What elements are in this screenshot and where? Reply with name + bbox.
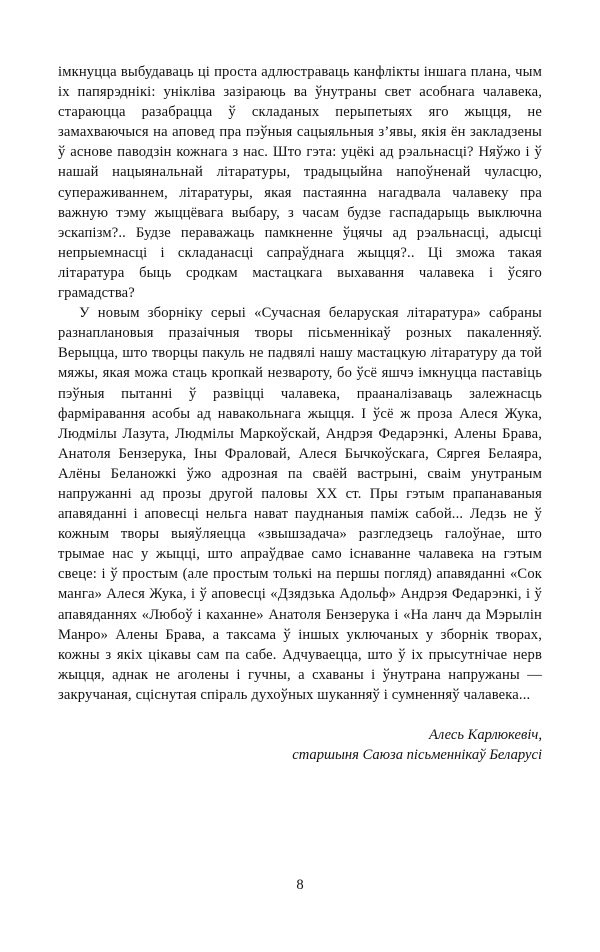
signature-name: Алесь Карлюкевіч, bbox=[428, 727, 542, 743]
paragraph-2: У новым зборніку серыі «Сучасная беларуская літаратура» сабраны разнаплановыя празаічныя творы пісьменнікаў розных пакаленняў. Верыцца, што творцы пакуль не падвялі нашу мастацкую літаратуру да той мяжы, якая можа стаць кропкай незвароту, бо ўсё яшчэ імкнуцца паставіць пэўныя пытанні ў развіцці чалавека, прааналізаваць залежнасць фарміравання асобы ад навакольнага жыцця. І ўсё ж проза Алеся Жука, Людмілы Лазута, Людмілы Маркоўскай, Андрэя Федарэнкі, Алены Брава, Анатоля Бензерука, Іны Фраловай, Алеся Бычкоўскага, Сяргея Белаяра, Алёны Беланожкі ўжо адрозная па сваёй вастрыні, сваім унутраным напружанні ад прозы другой паловы XX ст. Пры гэтым прапанаваныя апавяданні і аповесці нельга нават пayднаныя паміж сабой... Ледзь не ў кожным творы выяўляецца «звышзадача» разгледзець галоўнае, што трымае нас у жыцці, што апраўдвае само існаванне чалавека на гэтым свеце: і ў простым (але простым толькі на першы погляд) апавяданні «Сок манга» Алеся Жука, і ў аповесці «Дзядзька Адольф» Андрэя Федарэнкі, і ў апавяданнях «Любоў і каханне» Анатоля Бензерука і «На ланч да Мэрылін Манро» Алены Брава, а таксама ў іншых уключаных у зборнік творах, кожны з якіх цікавы сам па сабе. Адчуваецца, што ў іх прысутнічае нерв жыцця, аднак не аголены і гучны, а схаваны і ўнутрана напружаны — закручаная, сціснутая спіраль духоўных шуканняў і сумненняў чалавека... bbox=[58, 305, 542, 703]
paragraph-1: імкнуцца выбудаваць ці проста адлюстраваць канфлікты іншага плана, чым іх папярэднікі: унікліва зазіраюць ва ўнутраны свет асобнага чалавека, стараюцца разабрацца ў складаных перыпетыях яго жыцця, не замахваючыся на аповед пра пэўныя сацыяльныя з’явы, якія ён закладзены ў аснове паводзін кожнага з нас. Што гэта: уцёкі ад рэальнасці? Няўжо і ў нашай нацыянальнай літаратуры, традыцыйна напоўненай чуласцю, супераживаннем, літаратуры, якая пастаянна нагадвала чалавеку пра важную тэму жыццёвага выбару, з часам будзе гаспадарыць выключна эскапізм?.. Будзе пераважаць памкненне ўцячы ад рэальнасці, адысці непрыемнасці і складанасці сапраўднага жыцця?.. Ці зможа такая літаратура быць сродкам мастацкага выхавання чалавека і ўсяго грамадства? bbox=[58, 64, 542, 302]
signature-block bbox=[58, 725, 542, 766]
signature-role: старшыня Саюза пісьменнікаў Беларусі bbox=[292, 747, 542, 764]
page-number: 8 bbox=[296, 877, 304, 893]
page-body bbox=[58, 62, 542, 705]
